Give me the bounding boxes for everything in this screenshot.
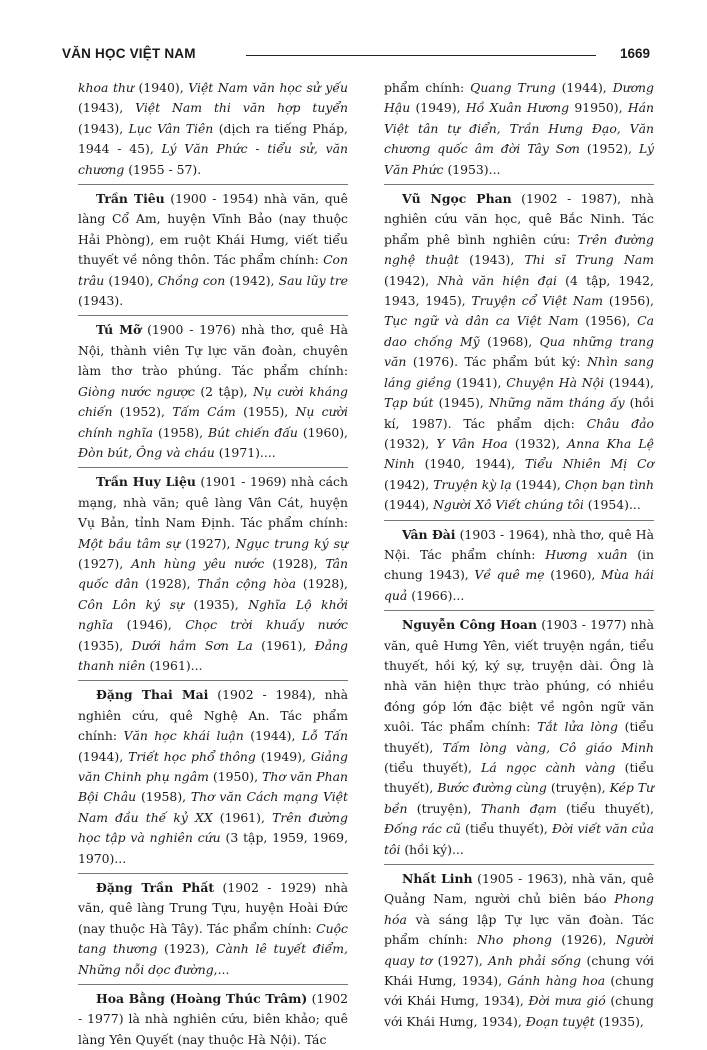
body-text: (1943), (458, 252, 525, 268)
work-title: Đảng thanh niên (78, 637, 348, 673)
work-title: Ca dao chống Mỹ (384, 313, 654, 349)
body-text: (in chung 1943), (384, 546, 654, 583)
work-title: Thần cộng hòa (197, 576, 297, 592)
author-name: Vân Đài (402, 526, 456, 542)
running-title: VĂN HỌC VIỆT NAM (62, 46, 196, 61)
work-title: Việt Nam văn học sử yếu (188, 80, 348, 95)
author-name: Nhất Linh (402, 871, 473, 887)
work-title: Tục ngữ và dân ca Việt Nam (384, 313, 579, 329)
body-text: (chung với Khái Hưng, 1934), (384, 973, 654, 1009)
biography-entry (384, 869, 654, 1032)
body-text: và sáng lập Tự lực văn đoàn. Tác phẩm chính: (384, 911, 654, 948)
work-title: Tắt lửa lòng (537, 719, 618, 735)
body-text: (1928), (264, 555, 326, 571)
work-title: Chuyện Hà Nội (506, 374, 605, 390)
entry-separator (384, 864, 654, 865)
body-text: (1928), (138, 576, 198, 592)
body-text: (1901 - 1969) nhà cách mạng, nhà văn; quê làng Vân Cát, huyện Vụ Bản, tỉnh Nam Định. Tác phẩm chính: (78, 474, 348, 531)
work-title: Con trâu (78, 252, 348, 288)
body-text: (1944), (511, 476, 565, 492)
entry-separator (78, 680, 348, 681)
work-title: Lý Văn Phức (384, 141, 654, 177)
body-text: (1905 - 1963), nhà văn, quê Quảng Nam, người chủ biên báo (384, 871, 655, 907)
work-title: Nghĩa Lộ khởi nghĩa (78, 596, 348, 633)
body-text: (1902 - 1929) nhà văn, quê làng Trung Tựu, huyện Hoài Đức (nay thuộc Hà Tây). Tác phẩm chính: (78, 880, 348, 936)
work-title: Giảng văn Chinh phụ ngâm (78, 748, 348, 784)
work-title: Nụ cười kháng chiến (78, 383, 348, 420)
work-title: Bút chiến đấu (208, 424, 298, 440)
body-text: (1960), (297, 424, 348, 440)
body-text: (1954)... (583, 497, 641, 513)
body-text: (1942), (384, 272, 438, 288)
work-title: Người quay tơ (384, 932, 654, 968)
body-text: (1952), (579, 141, 639, 157)
work-title: Về quê mẹ (474, 567, 545, 583)
body-text: (1945), (433, 395, 489, 411)
entry-separator (78, 184, 348, 185)
body-text: (1940, 1944), (414, 456, 525, 472)
work-title: Tấm lòng vàng, Cô giáo Minh (442, 739, 654, 755)
entry-separator (384, 610, 654, 611)
body-text: (1903 - 1977) nhà văn, quê Hưng Yên, viết truyện ngắn, tiểu thuyết, hồi ký, ký sự, truyện dài. Ông là nhà văn hiện thực trào phúng, có nhiều đóng góp lớn đặc biệt về ngôn ngữ văn xuôi. Tác phẩm chính: (384, 617, 654, 735)
body-text: (tiểu thuyết), (556, 800, 654, 816)
work-title: Trên đường học tập và nghiên cứu (78, 809, 348, 846)
biography-entry (384, 525, 654, 607)
body-text: (3 tập, 1959, 1969, 1970)... (78, 830, 349, 866)
work-title: Chọn bạn tình (564, 476, 654, 492)
work-title: Hương xuân (545, 546, 628, 562)
work-title: Nụ cười chính nghĩa (78, 404, 348, 440)
author-name: Hoa Bằng (Hoàng Thúc Trâm) (96, 991, 308, 1007)
work-title: Triết học phổ thông (128, 748, 256, 764)
work-title: Quang Trung (470, 80, 556, 95)
body-text: (1944), (243, 728, 302, 744)
entry-separator (78, 467, 348, 468)
body-text: (1943). (78, 293, 124, 309)
work-title: Thi sĩ Trung Nam (524, 252, 654, 268)
work-title: Lục Vân Tiên (128, 120, 214, 136)
entry-separator (384, 184, 654, 185)
body-text: (truyện), (546, 780, 610, 796)
body-text: (1961), (252, 637, 315, 653)
body-text: (1961), (212, 809, 273, 825)
body-text: (1903 - 1964), nhà thơ, quê Hà Nội. Tác phẩm chính: (384, 526, 654, 562)
work-title: Truyện cổ Việt Nam (471, 293, 603, 309)
body-text: (1946), (113, 617, 186, 633)
work-title: Anh phải sống (488, 952, 582, 968)
work-title: Anh hùng yêu nước (131, 555, 265, 571)
work-title: Phong hóa (384, 891, 654, 927)
body-text: (1935), (594, 1013, 644, 1029)
body-text: (1950), (208, 769, 263, 784)
body-text: (1923), (157, 941, 216, 957)
work-title: Tân quốc dân (78, 555, 348, 592)
body-text: (tiểu thuyết), (384, 719, 654, 755)
page-number: 1669 (619, 46, 650, 61)
work-title: Văn học khái luận (123, 728, 244, 744)
body-text: (1976). Tác phẩm bút ký: (406, 354, 588, 370)
work-title: Đống rác cũ (384, 821, 461, 837)
work-title: Một bầu tâm sự (78, 535, 181, 551)
work-title: khoa thư (78, 80, 134, 95)
body-text: (1955 - 57). (124, 161, 202, 177)
biography-entry (78, 78, 348, 180)
work-title: Côn Lôn ký sự (78, 596, 185, 612)
body-text: (1902 - 1987), nhà nghiên cứu văn học, quê Bắc Ninh. Tác phẩm phê bình nghiên cứu: (384, 191, 654, 247)
body-text: (1928), (296, 576, 348, 592)
body-text: (1932), (507, 435, 568, 451)
body-text: (1944), (384, 497, 434, 513)
body-text: (1944), (604, 374, 654, 390)
left-column (78, 78, 348, 1050)
body-text: (tiểu thuyết), (384, 760, 654, 796)
work-title: Sau lũy tre (278, 272, 348, 288)
body-text: (1952), (112, 404, 173, 420)
work-title: Đời mưa gió (528, 993, 606, 1009)
author-name: Nguyễn Công Hoan (402, 617, 538, 633)
body-text: (1960), (544, 567, 601, 583)
body-text: (1927), (432, 952, 489, 968)
work-title: Dương Hậu (384, 80, 654, 116)
work-title: Mùa hái quả (384, 567, 654, 603)
work-title: Bước đường cùng (437, 780, 547, 796)
body-text: (1943), (78, 100, 136, 116)
work-title: Đoạn tuyệt (525, 1013, 595, 1029)
biography-entry (384, 78, 654, 180)
body-text: (tiểu thuyết), (460, 821, 552, 837)
body-text: (1949), (410, 100, 466, 116)
work-title: Tấm Cám (172, 404, 236, 420)
work-title: Gánh hàng hoa (507, 973, 606, 989)
work-title: Chọc trời khuấy nước (185, 617, 348, 633)
body-text: (1900 - 1954) nhà văn, quê làng Cổ Am, huyện Vĩnh Bảo (nay thuộc Hải Phòng), em ruột Khái Hưng, viết tiểu thuyết về nông thôn. Tác phẩm chính: (78, 191, 348, 268)
work-title: Lỗ Tấn (301, 728, 348, 744)
body-text: (1927), (180, 535, 236, 551)
body-text: (1943), (78, 120, 129, 136)
work-title: Dưới hầm Sơn La (131, 637, 253, 653)
body-text: (1953)... (443, 161, 501, 177)
biography-entry (78, 320, 348, 463)
work-title: Người Xô Viết chúng tôi (433, 497, 584, 513)
work-title: Anna Kha Lệ Ninh (384, 435, 654, 472)
author-name: Đặng Thai Mai (96, 687, 209, 703)
work-title: Châu đảo (586, 415, 655, 431)
entry-separator (78, 873, 348, 874)
work-title: Ngục trung ký sự (235, 535, 348, 551)
biography-entry (78, 189, 348, 311)
body-text: (tiểu thuyết), (384, 760, 482, 775)
body-text: phẩm chính: (384, 80, 471, 95)
right-column (384, 78, 654, 1032)
work-title: Hán Việt tân tự điển, Trần Hưng Đạo, Văn chương quốc âm đời Tây Sơn (384, 100, 654, 157)
work-title: Tạp bút (384, 395, 434, 411)
body-text: (1940), (104, 272, 158, 288)
author-name: Vũ Ngọc Phan (402, 191, 512, 207)
work-title: Lý Văn Phức - tiểu sử, văn chương (78, 141, 348, 177)
work-title: Lá ngọc cành vàng (481, 760, 616, 775)
work-title: Đòn bút, Ông và cháu (78, 444, 215, 460)
body-text: (1944), (78, 748, 129, 764)
body-text: (1955), (235, 404, 296, 420)
page-header (62, 46, 650, 68)
work-title: Y Vân Hoa (436, 435, 508, 451)
body-text: (1958), (136, 789, 191, 805)
body-text: (4 tập, 1942, 1943, 1945), (384, 272, 654, 309)
work-title: Nhà văn hiện đại (437, 272, 557, 288)
body-text: (1968), (479, 333, 540, 349)
body-text: (1927), (78, 555, 132, 571)
body-text: (truyện), (407, 800, 481, 816)
work-title: Thanh đạm (480, 800, 557, 816)
work-title: Trên đường nghệ thuật (384, 231, 654, 268)
header-rule (246, 55, 596, 56)
body-text: (1961)... (145, 657, 203, 673)
body-text: (1971).... (214, 444, 276, 460)
work-title: Thơ văn Phan Bội Châu (78, 769, 348, 805)
work-title: Thơ văn Cách mạng Việt Nam đầu thế kỷ XX (78, 789, 348, 825)
body-text: (2 tập), (194, 383, 254, 399)
body-text: (1942), (384, 476, 434, 492)
work-title: Giòng nước ngược (78, 383, 195, 399)
biography-entry (78, 685, 348, 869)
work-title: Đời viết văn của tôi (384, 821, 654, 857)
body-text: (hồi kí, 1987). Tác phẩm dịch: (384, 395, 654, 431)
author-name: Đặng Trần Phất (96, 880, 215, 896)
body-text: (1958), (153, 424, 209, 440)
body-text: (1900 - 1976) nhà thơ, quê Hà Nội, thành viên Tự lực văn đoàn, chuyên làm thơ trào phúng. Tác phẩm chính: (78, 322, 348, 379)
body-text: (1902 - 1977) là nhà nghiên cứu, biên khảo; quê làng Yên Quyết (nay thuộc Hà Nội). Tác (78, 991, 349, 1047)
body-text: (1966)... (407, 587, 465, 603)
work-title: Truyện kỳ lạ (433, 476, 512, 492)
entry-separator (384, 520, 654, 521)
body-text: (chung với Khái Hưng, 1934), (384, 952, 654, 989)
body-text: (1935), (78, 637, 132, 653)
author-name: Tú Mỡ (96, 322, 142, 338)
body-text: (1940), (133, 80, 189, 95)
body-text: 91950), (569, 100, 628, 116)
entry-separator (78, 315, 348, 316)
work-title: Tiểu Nhiên Mị Cơ (524, 456, 654, 472)
body-text: (hồi ký)... (400, 841, 464, 857)
author-name: Trần Huy Liệu (96, 474, 196, 490)
work-title: Cành lê tuyết điểm, Những nỗi dọc đường (78, 941, 348, 977)
biography-entry (384, 615, 654, 860)
biography-entry (384, 189, 654, 516)
body-text: (1941), (451, 374, 507, 390)
work-title: Qua những trang văn (384, 333, 654, 370)
work-title: Hồ Xuân Hương (465, 100, 570, 116)
body-text: (chung với Khái Hưng, 1934), (384, 993, 654, 1029)
author-name: Trần Tiêu (96, 191, 165, 207)
work-title: Việt Nam thi văn hợp tuyển (135, 100, 348, 116)
body-text: (dịch ra tiếng Pháp, 1944 - 45), (78, 120, 348, 157)
body-text: (1902 - 1984), nhà nghiên cứu, quê Nghệ An. Tác phẩm chính: (78, 687, 349, 744)
work-title: Những năm tháng ấy (488, 395, 625, 411)
body-text: (1944), (555, 80, 613, 95)
body-text: (1956), (603, 293, 654, 309)
body-text: ,... (213, 961, 230, 977)
body-text: (1956), (578, 313, 638, 329)
biography-entry (78, 878, 348, 980)
work-title: Nho phong (477, 932, 552, 948)
work-title: Kép Tư bền (384, 780, 654, 816)
body-text: (1932), (384, 435, 437, 451)
body-text: (1949), (255, 748, 311, 764)
body-text: (1926), (551, 932, 616, 948)
body-text: (1942), (225, 272, 279, 288)
body-text: (1935), (184, 596, 249, 612)
biography-entry (78, 472, 348, 676)
entry-separator (78, 984, 348, 985)
work-title: Cuộc tang thương (78, 920, 348, 957)
work-title: Nhìn sang láng giềng (384, 354, 654, 390)
biography-entry (78, 989, 348, 1050)
work-title: Chồng con (157, 272, 226, 288)
